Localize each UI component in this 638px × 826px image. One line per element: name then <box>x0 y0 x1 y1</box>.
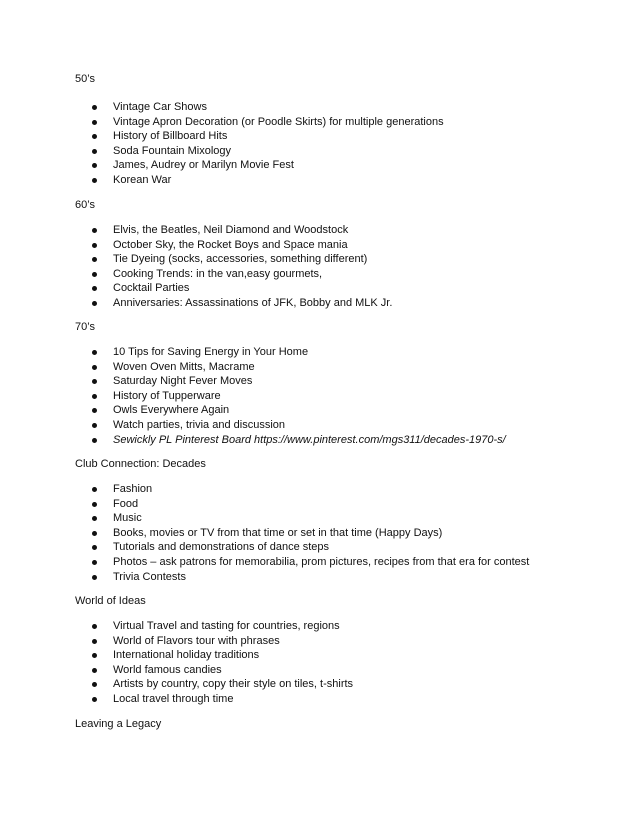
bullet-icon <box>92 697 97 702</box>
bullet-icon <box>92 105 97 110</box>
bullet-icon <box>92 149 97 154</box>
bullet-icon <box>92 408 97 413</box>
bullet-icon <box>92 301 97 306</box>
bullet-icon <box>92 394 97 399</box>
section-heading-70s: 70’s <box>75 321 95 333</box>
bullet-icon <box>92 545 97 550</box>
bullet-icon <box>92 639 97 644</box>
bullet-icon <box>92 163 97 168</box>
bullet-icon <box>92 624 97 629</box>
bullet-icon <box>92 668 97 673</box>
bullet-icon <box>92 134 97 139</box>
bullet-icon <box>92 487 97 492</box>
section-heading-world-of-ideas: World of Ideas <box>75 595 146 607</box>
bullet-icon <box>92 531 97 536</box>
bullet-icon <box>92 438 97 443</box>
bullet-icon <box>92 502 97 507</box>
section-heading-60s: 60’s <box>75 199 95 211</box>
bullet-icon <box>92 423 97 428</box>
bullet-icon <box>92 653 97 658</box>
bullet-icon <box>92 365 97 370</box>
bullet-icon <box>92 272 97 277</box>
bullet-icon <box>92 516 97 521</box>
bullet-icon <box>92 257 97 262</box>
bullet-icon <box>92 379 97 384</box>
bullet-icon <box>92 286 97 291</box>
bullet-icon <box>92 243 97 248</box>
bullet-icon <box>92 560 97 565</box>
section-heading-leaving-a-legacy: Leaving a Legacy <box>75 718 162 730</box>
bullet-icon <box>92 120 97 125</box>
bullet-icon <box>92 575 97 580</box>
bullet-icon <box>92 228 97 233</box>
section-heading-club-connection: Club Connection: Decades <box>75 458 206 470</box>
bullet-icon <box>92 350 97 355</box>
bullet-icon <box>92 682 97 687</box>
section-heading-50s: 50’s <box>75 73 95 85</box>
pinterest-link-text: Sewickly PL Pinterest Board https://www.pinterest.com/mgs311/decades-1970-s/ <box>113 433 506 446</box>
document-page: 50’s Vintage Car Shows Vintage Apron Decoration (or Poodle Skirts) for multiple generations History of Billboard Hits Soda Fountain Mixology James, Audrey or Marilyn Movie Fest Korean War 60’s Elvis, the Beatles, Neil Diamond and Woodstock October Sky, the Rocket Boys and Space mania Tie Dyeing (socks, accessories, something different) Cooking Trends: in the van,easy gourmets, Cocktail Parties Anniversaries: Assassinations of JFK, Bobby and MLK Jr. 70’s 10 Tips for Saving Energy in Your Home Woven Oven Mitts, Macrame Saturday Night Fever Moves History of Tupperware Owls Everywhere Again Watch parties, trivia and discussion Sewickly PL Pinterest Board https://www.pinterest.com/mgs311/decades-1970-s/ Club Connection: Decades Fashion Food Music Books, movies or TV from that time or set in that time (Happy Days) Tutorials and demonstrations of dance steps Photos – ask patrons for memorabilia, prom pictures, recipes from that era for contest Trivia Contests World of Ideas Virtual Travel and tasting for countries, regions World of Flavors tour with phrases International holiday traditions World famous candies Artists by country, copy their style on tiles, t-shirts Local travel through time Leaving a Legacy <box>75 73 530 730</box>
bullet-icon <box>92 178 97 183</box>
